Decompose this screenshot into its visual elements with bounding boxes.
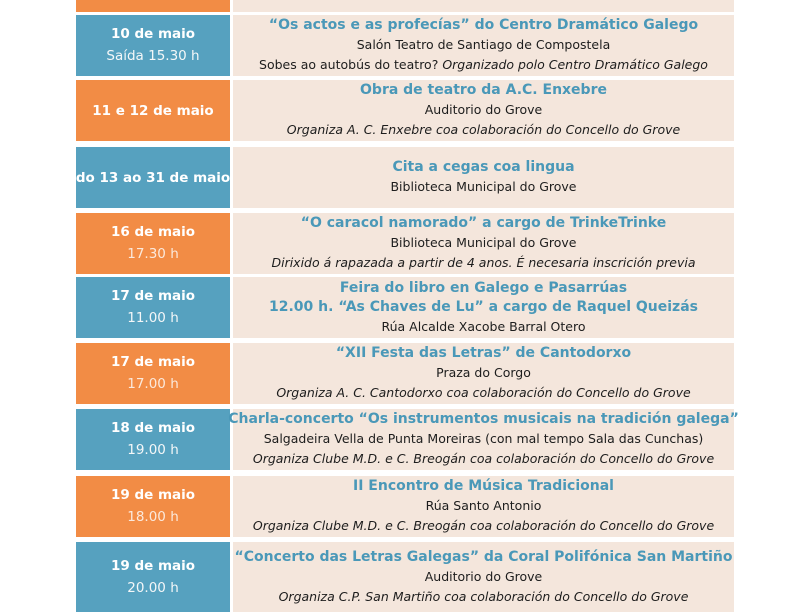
event-date: 11 e 12 de maio xyxy=(92,102,214,119)
event-title: Cita a cegas coa lingua xyxy=(392,159,575,175)
event-row xyxy=(76,343,734,404)
event-date-cell xyxy=(76,213,230,274)
event-date: 18 de maio xyxy=(110,420,196,436)
previous-event-row xyxy=(76,0,734,12)
event-title: “Concerto das Letras Galegas” da Coral Polifónica San Martiño xyxy=(234,548,733,565)
event-date-cell xyxy=(76,409,230,470)
event-title: Obra de teatro da A.C. Enxebre xyxy=(360,82,607,98)
event-time: 17.30 h xyxy=(127,246,179,262)
event-organizer: Organiza C.P. San Martiño coa colaboración do Concello do Grove xyxy=(278,588,689,604)
event-venue: Auditorio do Grove xyxy=(424,102,543,117)
event-date: 19 de maio xyxy=(110,557,196,574)
event-row xyxy=(76,476,734,537)
event-venue: Salón Teatro de Santiago de Compostela xyxy=(356,37,611,52)
event-title: “XII Festa das Letras” de Cantodorxo xyxy=(335,345,632,361)
event-date-cell xyxy=(76,15,230,76)
event-time: 18.00 h xyxy=(127,509,179,525)
event-venue: Praza do Corgo xyxy=(436,365,531,380)
event-row xyxy=(76,80,734,141)
event-row xyxy=(76,213,734,274)
event-venue xyxy=(259,55,708,75)
event-date-cell xyxy=(76,277,230,338)
event-info-cell xyxy=(233,80,734,141)
event-note: Sobes ao autobús do teatro? xyxy=(259,57,443,72)
event-venue: Rúa Santo Antonio xyxy=(425,498,542,513)
event-time: Saída 15.30 h xyxy=(106,48,200,64)
event-organizer: Organiza A. C. Enxebre coa colaboración do Concello do Grove xyxy=(286,122,681,137)
event-time: 17.00 h xyxy=(127,376,179,392)
event-title: “O caracol namorado” a cargo de TrinkeTrinke xyxy=(300,215,667,231)
event-title: II Encontro de Música Tradicional xyxy=(353,478,614,494)
previous-event-date-cell xyxy=(76,0,230,12)
event-venue: Salgadeira Vella de Punta Moreiras (con mal tempo Sala das Cunchas) xyxy=(263,431,704,446)
event-title: “Os actos e as profecías” do Centro Dramático Galego xyxy=(268,17,699,33)
previous-event-info-cell xyxy=(233,0,734,12)
event-time: 20.00 h xyxy=(127,579,179,596)
event-title: Charla-concerto “Os instrumentos musicais na tradición galega” xyxy=(228,411,739,427)
event-row xyxy=(76,15,734,76)
event-info-cell xyxy=(228,409,739,470)
event-time: 19.00 h xyxy=(127,442,179,458)
event-info-cell xyxy=(233,343,734,404)
event-info-cell xyxy=(233,277,734,338)
event-venue: Biblioteca Municipal do Grove xyxy=(390,179,577,194)
event-time: 11.00 h xyxy=(127,310,179,326)
event-organizer: Dirixido á rapazada a partir de 4 anos. É necesaria inscrición previa xyxy=(271,255,696,270)
event-date: 17 de maio xyxy=(110,354,196,370)
event-organizer: Organiza Clube M.D. e C. Breogán coa colaboración do Concello do Grove xyxy=(252,451,715,466)
event-venue: Auditorio do Grove xyxy=(424,568,543,584)
event-row xyxy=(76,277,734,338)
event-organizer: Organizado polo Centro Dramático Galego xyxy=(442,57,708,72)
event-row xyxy=(76,147,734,208)
event-info-cell xyxy=(233,213,734,274)
event-date-cell xyxy=(76,147,230,208)
event-info-cell xyxy=(233,542,734,612)
event-date-cell xyxy=(76,542,230,612)
event-date-cell xyxy=(76,80,230,141)
event-date: 17 de maio xyxy=(110,288,196,304)
event-info-cell xyxy=(233,476,734,537)
event-organizer: Organiza Clube M.D. e C. Breogán coa colaboración do Concello do Grove xyxy=(252,518,715,533)
event-row xyxy=(76,542,734,612)
event-title: 12.00 h. “As Chaves de Lu” a cargo de Raquel Queizás xyxy=(269,298,698,315)
event-date: 19 de maio xyxy=(110,487,196,503)
event-info-cell xyxy=(233,147,734,208)
event-date: do 13 ao 31 de maio xyxy=(75,169,231,186)
event-info-cell xyxy=(233,15,734,76)
event-date-cell xyxy=(76,343,230,404)
event-date-cell xyxy=(76,476,230,537)
event-date: 10 de maio xyxy=(110,26,196,42)
event-organizer: Organiza A. C. Cantodorxo coa colaboración do Concello do Grove xyxy=(276,385,691,400)
event-venue: Biblioteca Municipal do Grove xyxy=(390,235,577,250)
event-venue: Rúa Alcalde Xacobe Barral Otero xyxy=(381,318,586,334)
event-date: 16 de maio xyxy=(110,224,196,240)
event-row xyxy=(76,409,739,470)
event-title: Feira do libro en Galego e Pasarrúas xyxy=(339,279,628,296)
